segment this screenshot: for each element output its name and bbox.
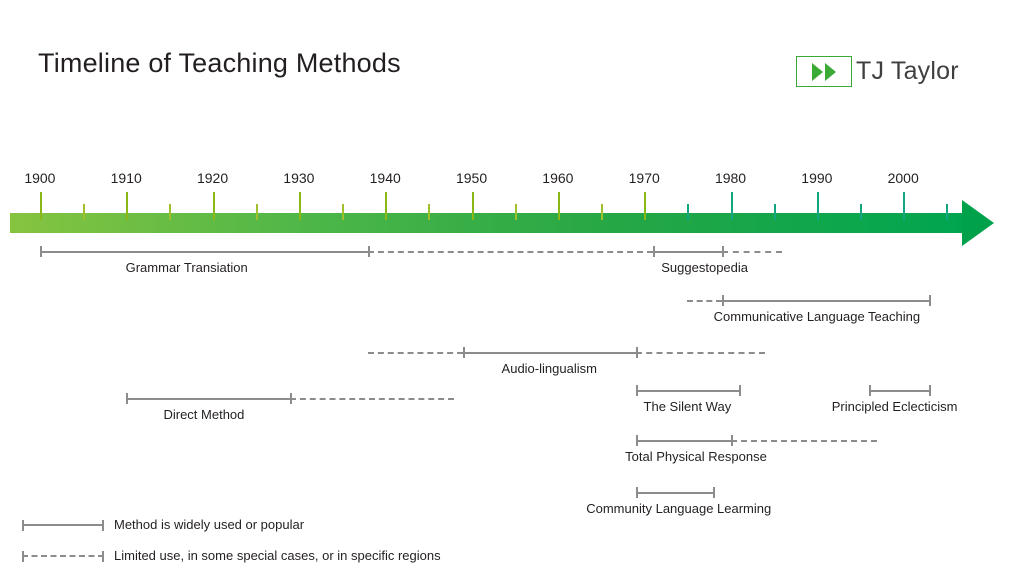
axis-tick [817, 192, 819, 220]
axis-tick [601, 204, 603, 220]
axis-tick-label: 1980 [714, 170, 747, 186]
axis-tick [472, 192, 474, 220]
axis-tick [428, 204, 430, 220]
axis-tick-label: 1990 [801, 170, 833, 186]
period-segment-limited [368, 352, 463, 354]
axis-tick-label: 1910 [110, 170, 142, 186]
legend-swatch [22, 555, 104, 557]
period-end-cap [869, 385, 871, 396]
method-label: Audio-lingualism [501, 361, 597, 376]
method-period [0, 352, 1020, 353]
brand-logo [796, 56, 959, 87]
axis-tick-label: 1900 [24, 170, 56, 186]
legend-swatch [22, 524, 104, 526]
page-title: Timeline of Teaching Methods [38, 48, 401, 78]
legend-label: Limited use, in some special cases, or in specific regions [114, 548, 441, 563]
period-segment-popular [126, 398, 290, 400]
axis-tick-label: 1950 [455, 170, 488, 186]
axis-tick [731, 192, 733, 220]
method-label: Suggestopedia [661, 260, 749, 275]
axis-tick-label: 1930 [283, 170, 315, 186]
axis-tick [860, 204, 862, 220]
axis-arrow-icon [962, 200, 994, 246]
axis-tick [256, 204, 258, 220]
legend-item [22, 548, 441, 563]
period-end-cap [463, 347, 465, 358]
period-segment-popular [869, 390, 929, 392]
axis-bar [10, 213, 968, 233]
period-end-cap [929, 385, 931, 396]
axis-tick [169, 204, 171, 220]
axis-tick-label: 1940 [369, 170, 401, 186]
period-end-cap [126, 393, 128, 404]
axis-tick [126, 192, 128, 220]
period-end-cap [636, 435, 638, 446]
period-segment-limited [722, 251, 782, 253]
period-segment-limited [636, 352, 765, 354]
axis-tick [558, 192, 560, 220]
axis-tick-label: 1920 [196, 170, 229, 186]
axis-tick [385, 192, 387, 220]
period-segment-popular [463, 352, 636, 354]
axis-tick [774, 204, 776, 220]
method-period [0, 300, 1020, 301]
period-end-cap [713, 487, 715, 498]
double-triangle-play-icon [796, 56, 852, 87]
axis-tick-label: 1960 [542, 170, 574, 186]
period-end-cap [636, 487, 638, 498]
method-period [0, 251, 1020, 252]
axis-tick [83, 204, 85, 220]
period-end-cap [653, 246, 655, 257]
period-end-cap [929, 295, 931, 306]
period-segment-limited [687, 300, 722, 302]
legend-item [22, 517, 304, 532]
axis-tick [342, 204, 344, 220]
axis-tick-label: 1970 [628, 170, 660, 186]
period-segment-popular [722, 300, 929, 302]
axis-tick [903, 192, 905, 220]
method-label: Communicative Language Teaching [713, 309, 921, 324]
period-segment-popular [636, 492, 714, 494]
timeline-axis [0, 170, 1020, 250]
legend-label: Method is widely used or popular [114, 517, 305, 532]
method-label: Grammar Transiation [125, 260, 248, 275]
period-segment-popular [636, 440, 731, 442]
period-segment-limited [731, 440, 878, 442]
brand-name: TJ Taylor [856, 57, 959, 85]
period-segment-popular [653, 251, 722, 253]
axis-tick [687, 204, 689, 220]
method-label: The Silent Way [643, 399, 732, 414]
method-label: Principled Eclecticism [831, 399, 958, 414]
method-label: Direct Method [163, 407, 245, 422]
axis-tick [40, 192, 42, 220]
method-label: Community Language Learming [586, 501, 772, 516]
method-period [0, 492, 1020, 493]
method-period [0, 440, 1020, 441]
period-segment-limited [290, 398, 454, 400]
method-period [0, 390, 1020, 391]
period-end-cap [722, 295, 724, 306]
axis-tick [946, 204, 948, 220]
axis-tick [644, 192, 646, 220]
axis-tick [299, 192, 301, 220]
axis-tick [515, 204, 517, 220]
axis-tick [213, 192, 215, 220]
axis-tick-label: 2000 [887, 170, 919, 186]
method-label: Total Physical Response [625, 449, 767, 464]
